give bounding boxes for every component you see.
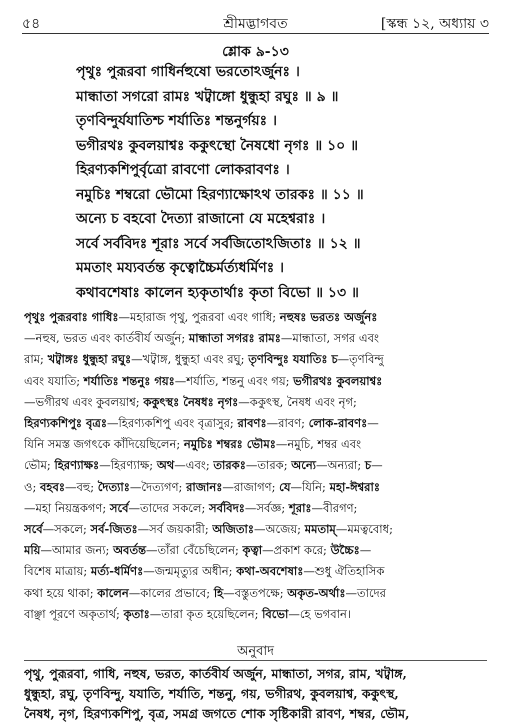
sanskrit-term: ভগীরথঃ কুবলয়াশ্বঃ	[293, 373, 383, 388]
sanskrit-term: ককুৎস্থঃ নৈষধঃ নৃগঃ	[143, 394, 239, 409]
sanskrit-term: খট্বাঙ্গঃ ধুন্ধুহা রঘুঃ	[47, 352, 132, 367]
sanskrit-term: কালেন	[97, 585, 129, 600]
sanskrit-term: পৃথুঃ পুরূরবাঃ গাধিঃ	[24, 310, 119, 324]
term-meaning: —	[371, 458, 383, 473]
term-meaning: —নমুচি, শম্বর এবং	[275, 437, 362, 452]
term-meaning: যিনি সমস্ত জগৎকে কাঁদিয়েছিলেন;	[24, 437, 184, 452]
term-meaning: —তাদের সকলে;	[128, 500, 210, 515]
sanskrit-term: অন্যে	[291, 458, 317, 473]
term-meaning: —হিরণ্যাক্ষ;	[99, 458, 157, 473]
term-meaning: —খট্বাঙ্গ, ধুন্ধুহা এবং রঘু;	[131, 352, 249, 367]
verse-block	[76, 60, 496, 305]
sanskrit-term: শর্যাতিঃ শন্তনুঃ গয়ঃ	[83, 373, 175, 388]
synonym-line	[24, 307, 490, 328]
term-meaning: —মহারাজ পৃথু, পুরূরবা এবং গাধি;	[118, 310, 280, 324]
sanskrit-term: বহবঃ	[40, 479, 65, 494]
book-title: শ্রীমদ্ভাগবত	[223, 16, 288, 32]
sanskrit-term: লোক-রাবণঃ	[308, 416, 368, 431]
page-header	[22, 6, 489, 32]
term-meaning: —	[359, 543, 372, 558]
verse-line: নমুচিঃ শম্বরো ভৌমো হিরণ্যাক্ষোঽথ তারকঃ ॥ ১১ ॥	[76, 186, 364, 203]
sanskrit-term: সর্ব-জিতঃ	[90, 522, 138, 537]
synonym-line	[24, 413, 490, 434]
sanskrit-term: রাজানঃ	[186, 479, 223, 494]
term-meaning: —যিনি;	[290, 479, 330, 494]
synonym-line	[24, 455, 490, 476]
verse-heading: শ্লোক ৯-১৩	[222, 44, 289, 60]
term-meaning: —ককুৎস্থ, নৈষধ এবং নৃগ;	[238, 394, 357, 409]
term-meaning: —তাঁরা বেঁচেছিলেন;	[146, 543, 243, 558]
term-meaning: —কালের প্রভাবে;	[128, 585, 214, 600]
sanskrit-term: দৈত্যাঃ	[97, 479, 130, 494]
term-meaning: —মান্ধাতা, সগর এবং	[280, 331, 379, 346]
translation-paragraph	[24, 664, 490, 724]
term-meaning: ভৌম;	[24, 458, 55, 473]
term-meaning: —তারক;	[245, 458, 292, 473]
sanskrit-term: যে	[279, 479, 291, 494]
term-meaning: —সর্ব জয়কারী;	[137, 522, 213, 537]
translation-line: নৈষধ, নৃগ, হিরণ্যকশিপু, বৃত্র, সমগ্র জগতে শোক সৃষ্টিকারী রাবণ, শম্বর, ভৌম,	[24, 706, 410, 721]
term-meaning: রাম;	[24, 352, 48, 367]
term-meaning: —অন্যরা;	[316, 458, 365, 473]
synonym-line	[24, 519, 490, 540]
sanskrit-term: হি	[213, 585, 224, 600]
sanskrit-term: মহা-ঈশ্বরাঃ	[329, 479, 380, 494]
sanskrit-term: কথা-অবশেষাঃ	[236, 564, 304, 579]
term-meaning: —বহু;	[64, 479, 98, 494]
sanskrit-term: রাবণঃ	[237, 416, 267, 431]
term-meaning: —ভগীরথ এবং কুবলয়াশ্ব;	[24, 394, 144, 409]
sanskrit-term: অথ	[156, 458, 175, 473]
term-meaning: —	[367, 416, 379, 431]
sanskrit-term: কৃত্বা	[242, 543, 263, 558]
term-meaning: —আমার জন্য;	[40, 543, 114, 558]
term-meaning: —নহুষ, ভরত এবং কার্তবীর্য অর্জুন;	[24, 331, 189, 346]
verse-line: হিরণ্যকশিপুর্বৃত্রো রাবণো লোকরাবণঃ ।	[76, 162, 290, 178]
term-meaning: —সর্বজ্ঞ;	[244, 500, 289, 515]
synonym-line	[24, 328, 490, 349]
term-meaning: কথা হয়ে থাকা;	[24, 585, 98, 600]
term-meaning: —তারা কৃত হয়েছিলেন;	[149, 606, 263, 621]
verse-line: তৃণবিন্দুর্যযাতিশ্চ শর্যাতিঃ শন্তনুর্গয়ঃ ।	[76, 113, 277, 129]
sanskrit-term: হিরণ্যকশিপুঃ বৃত্রঃ	[24, 416, 108, 431]
sanskrit-term: তৃণবিন্দুঃ যযাতিঃ চ	[248, 352, 338, 367]
synonym-line	[24, 540, 490, 561]
term-meaning: বাঞ্ছা পূরণে অকৃতার্থ;	[24, 606, 124, 621]
sanskrit-term: নহুষঃ ভরতঃ অর্জুনঃ	[279, 310, 378, 324]
synonym-line	[24, 561, 490, 582]
sanskrit-term: মর্ত্য-ধর্মিণঃ	[90, 564, 144, 579]
translation-heading: অনুবাদ	[237, 644, 274, 659]
verse-line: ভগীরথঃ কুবলয়াশ্বঃ ককুৎস্থো নৈষধো নৃগঃ ॥ ১০ ॥	[76, 137, 359, 154]
term-meaning: বিশেষ মাত্রায়;	[24, 564, 91, 579]
synonym-line	[24, 498, 490, 519]
verse-line: মমতাং ময্যবর্তন্ত কৃত্বোচ্চৈর্মর্ত্যধর্মিণঃ ।	[76, 260, 285, 276]
synonym-line	[24, 349, 490, 370]
section-label: [স্কন্ধ ১২, অধ্যায় ৩	[380, 16, 489, 32]
sanskrit-term: সর্ববিদঃ	[209, 500, 245, 515]
sanskrit-term: মান্ধাতা সগরঃ রামঃ	[188, 331, 281, 346]
sanskrit-term: উচ্চৈঃ	[330, 543, 360, 558]
header-divider	[22, 33, 489, 34]
sanskrit-term: বিভো	[262, 606, 289, 621]
translation-line: পৃথু, পুরূরবা, গাধি, নহুষ, ভরত, কার্তবীর্য অর্জুন, মান্ধাতা, সগর, রাম, খট্বাঙ্গ,	[24, 666, 407, 681]
term-meaning: —রাবণ;	[266, 416, 309, 431]
sanskrit-term: শূরাঃ	[288, 500, 312, 515]
term-meaning: —এবং;	[174, 458, 214, 473]
page-number: ৫৪	[22, 16, 41, 32]
verse-line: অন্যে চ বহবো দৈত্যা রাজানো যে মহেশ্বরাঃ ।	[76, 211, 326, 227]
synonym-line	[24, 477, 490, 498]
sanskrit-term: অজিতাঃ	[212, 522, 254, 537]
synonym-line	[24, 392, 490, 413]
term-meaning: —রাজাগণ;	[222, 479, 280, 494]
term-meaning: —তৃণবিন্দু	[337, 352, 384, 367]
synonym-line	[24, 434, 490, 455]
term-meaning: —হে ভগবান।	[288, 606, 352, 621]
synonym-line	[24, 371, 490, 392]
sanskrit-term: নমুচিঃ শম্বরঃ ভৌমঃ	[183, 437, 276, 452]
term-meaning: —মহা নিয়ন্ত্রকগণ;	[24, 500, 110, 515]
verse-line: কথাবশেষাঃ কালেন হ্যকৃতার্থাঃ কৃতা বিভো ॥ ১৩ ॥	[76, 284, 359, 301]
term-meaning: —শুধু ঐতিহাসিক	[303, 564, 385, 579]
sanskrit-term: অকৃত-অর্থাঃ	[287, 585, 346, 600]
term-meaning: —হিরণ্যকশিপু এবং বৃত্রাসুর;	[107, 416, 238, 431]
sanskrit-term: তারকঃ	[213, 458, 246, 473]
sanskrit-term: চ	[364, 458, 372, 473]
sanskrit-term: সর্বে	[24, 522, 43, 537]
sanskrit-term: হিরণ্যাক্ষঃ	[54, 458, 100, 473]
verse-line: মান্ধাতা সগরো রামঃ খট্বাঙ্গো ধুন্ধুহা রঘুঃ ॥ ৯ ॥	[76, 88, 339, 105]
sanskrit-term: সর্বে	[109, 500, 129, 515]
verse-line: সর্বে সর্ববিদঃ শূরাঃ সর্বে সর্বজিতোঽজিতাঃ ॥ ১২ ॥	[76, 235, 361, 252]
term-meaning: —মমত্ববোধ;	[335, 522, 393, 537]
term-meaning: —তাদের	[345, 585, 386, 600]
term-meaning: —প্রকাশ করে;	[262, 543, 331, 558]
sanskrit-term: মমতাম্	[304, 522, 336, 537]
verse-line: পৃথুঃ পুরূরবা গাধির্নহুষো ভরতোঽর্জুনঃ ।	[76, 64, 300, 80]
translation-line: ধুন্ধুহা, রঘু, তৃণবিন্দু, যযাতি, শর্যাতি, শন্তনু, গয়, ভগীরথ, কুবলয়াশ্ব, ককুৎস্থ,	[24, 686, 399, 701]
synonyms-paragraph	[24, 307, 490, 625]
term-meaning: —দৈত্যগণ;	[129, 479, 187, 494]
term-meaning: —জন্মমৃত্যুর অধীন;	[143, 564, 237, 579]
translation-divider	[24, 660, 487, 661]
term-meaning: —বস্তুতপক্ষে;	[223, 585, 288, 600]
term-meaning: —অজেয়;	[254, 522, 305, 537]
sanskrit-term: ময়ি	[24, 543, 41, 558]
term-meaning: —শর্যাতি, শন্তনু এবং গয়;	[174, 373, 294, 388]
sanskrit-term: অবর্তন্ত	[113, 543, 147, 558]
synonym-line	[24, 604, 490, 625]
sanskrit-term: কৃতাঃ	[123, 606, 150, 621]
term-meaning: —বীরগণ;	[311, 500, 358, 515]
synonym-line	[24, 583, 490, 604]
term-meaning: ও;	[24, 479, 40, 494]
term-meaning: এবং যযাতি;	[24, 373, 84, 388]
term-meaning: —সকলে;	[42, 522, 91, 537]
